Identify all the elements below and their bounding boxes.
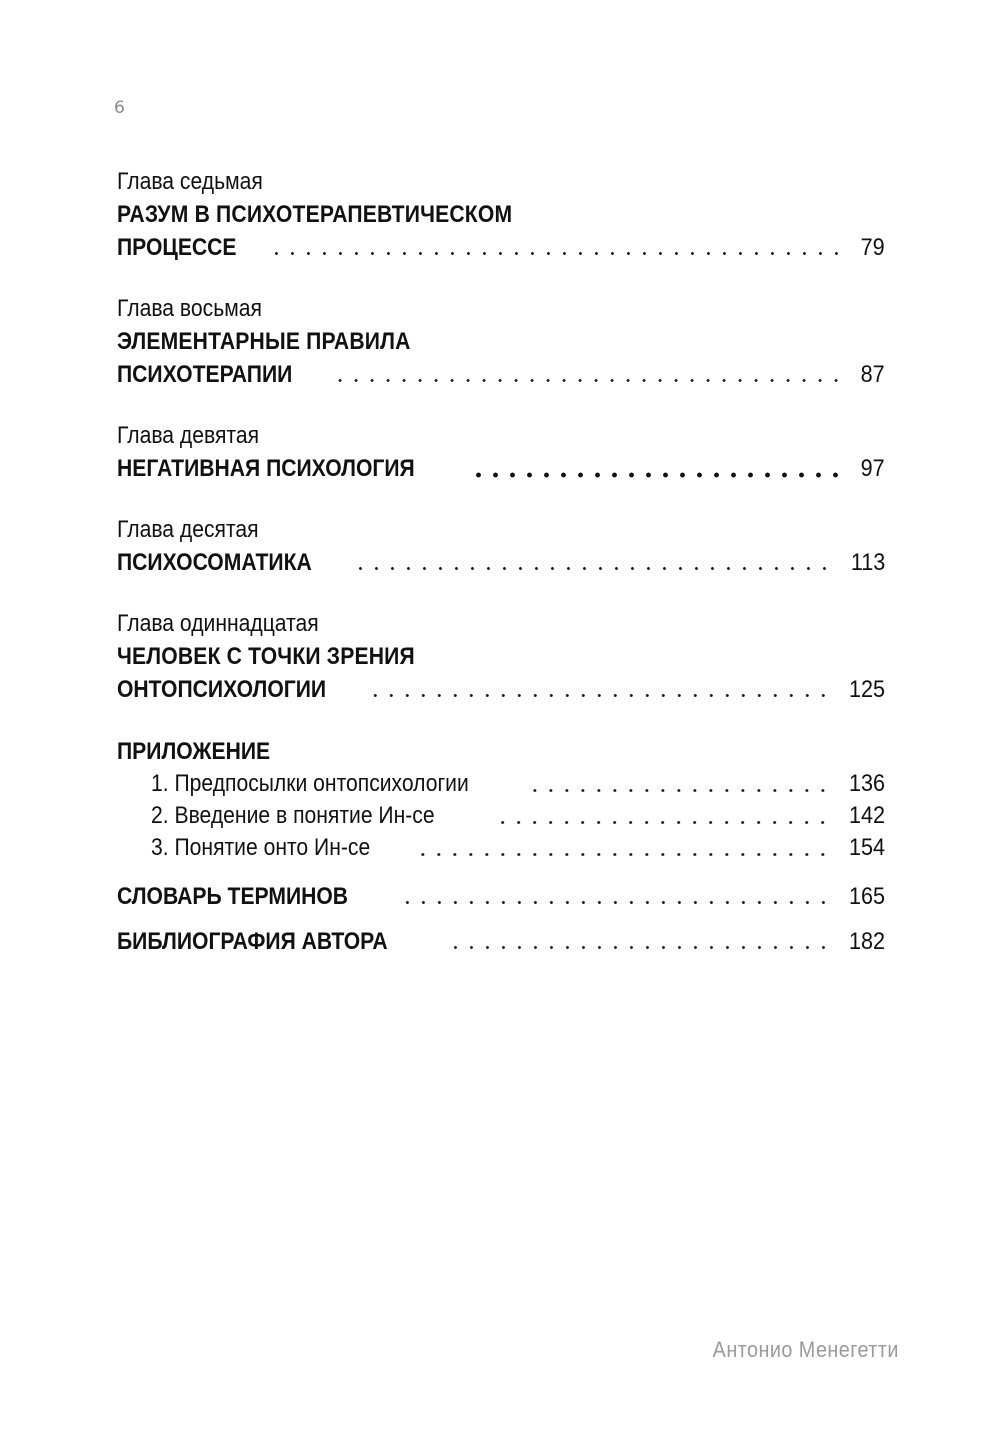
chapter-title-text: ЧЕЛОВЕК С ТОЧКИ ЗРЕНИЯ: [117, 643, 415, 670]
toc-entry-line: [117, 673, 885, 706]
chapter-title-text: ЭЛЕМЕНТАРНЫЕ ПРАВИЛА: [117, 328, 411, 355]
toc-chapter-11[interactable]: [117, 608, 885, 706]
appendix-item-label: 2. Введение в понятие Ин-се: [151, 802, 435, 829]
chapter-title-line: [117, 325, 885, 358]
appendix-heading[interactable]: [117, 735, 885, 768]
chapter-title-line: [117, 640, 885, 673]
toc-glossary[interactable]: [117, 880, 885, 913]
chapter-title-last-text: ОНТОПСИХОЛОГИИ: [117, 676, 327, 703]
page-ref: 125: [848, 676, 885, 703]
dot-leader: [530, 788, 831, 793]
dot-leader: [398, 900, 831, 905]
dot-leader: [373, 693, 831, 698]
toc-chapter-10[interactable]: [117, 514, 885, 579]
toc-chapter-8[interactable]: [117, 293, 885, 391]
glossary-label: СЛОВАРЬ ТЕРМИНОВ: [117, 883, 349, 910]
appendix-item-label: 3. Понятие онто Ин-се: [151, 834, 371, 861]
appendix-heading-text: ПРИЛОЖЕНИЕ: [117, 738, 271, 765]
toc-appendix-item-2[interactable]: [151, 800, 885, 832]
page-ref: 97: [860, 455, 885, 482]
chapter-title-last-text: ПСИХОТЕРАПИИ: [117, 361, 293, 388]
page-ref: 182: [848, 928, 885, 955]
chapter-title-last: [117, 673, 355, 706]
dot-leader: [356, 566, 832, 571]
page-ref: 113: [850, 549, 885, 576]
chapter-title-last-text: ПРОЦЕССЕ: [117, 234, 237, 261]
page-number: 6: [114, 98, 125, 118]
chapter-title-last: [117, 358, 316, 391]
appendix-items: [117, 768, 885, 864]
chapter-title-last: [117, 452, 455, 485]
table-of-contents: [117, 166, 885, 970]
page-ref: 79: [860, 234, 885, 261]
appendix-item-text: [151, 832, 400, 864]
toc-chapter-9[interactable]: [117, 420, 885, 485]
page-ref: 87: [860, 361, 885, 388]
page-ref: 154: [848, 834, 885, 861]
dot-leader: [443, 945, 831, 950]
author-footer: Антонио Менегетти: [712, 1337, 899, 1362]
toc-entry-line: [117, 452, 885, 485]
page-ref: 142: [848, 802, 885, 829]
toc-entry-line: [117, 231, 885, 264]
chapter-label: Глава одиннадцатая: [117, 610, 319, 637]
dot-leader: [418, 852, 831, 857]
chapter-label: Глава девятая: [117, 422, 260, 449]
toc-bibliography[interactable]: [117, 925, 885, 958]
chapter-label: Глава десятая: [117, 516, 259, 543]
toc-appendix-item-3[interactable]: [151, 832, 885, 864]
page-ref: 136: [848, 770, 885, 797]
chapter-title-last: [117, 231, 253, 264]
glossary-text: [117, 880, 380, 913]
dot-leader: [271, 251, 844, 256]
dot-leader: [491, 820, 831, 825]
page-ref: 165: [848, 883, 885, 910]
chapter-label: Глава восьмая: [117, 295, 262, 322]
chapter-title-text: РАЗУМ В ПСИХОТЕРАПЕВТИЧЕСКОМ: [117, 201, 513, 228]
chapter-title-last-text: НЕГАТИВНАЯ ПСИХОЛОГИЯ: [117, 455, 415, 482]
bibliography-text: [117, 925, 425, 958]
chapter-title-line: [117, 198, 885, 231]
toc-entry-line: [117, 546, 885, 579]
chapter-title-last-text: ПСИХОСОМАТИКА: [117, 549, 312, 576]
chapter-title-last: [117, 546, 338, 579]
appendix-item-text: [151, 800, 473, 832]
dot-leader: [473, 472, 844, 478]
toc-appendix-item-1[interactable]: [151, 768, 885, 800]
toc-entry-line: [117, 358, 885, 391]
bibliography-label: БИБЛИОГРАФИЯ АВТОРА: [117, 928, 388, 955]
appendix-item-text: [151, 768, 512, 800]
chapter-label: Глава седьмая: [117, 168, 263, 195]
appendix-item-label: 1. Предпосылки онтопсихологии: [151, 770, 469, 797]
dot-leader: [334, 378, 844, 383]
toc-chapter-7[interactable]: [117, 166, 885, 264]
